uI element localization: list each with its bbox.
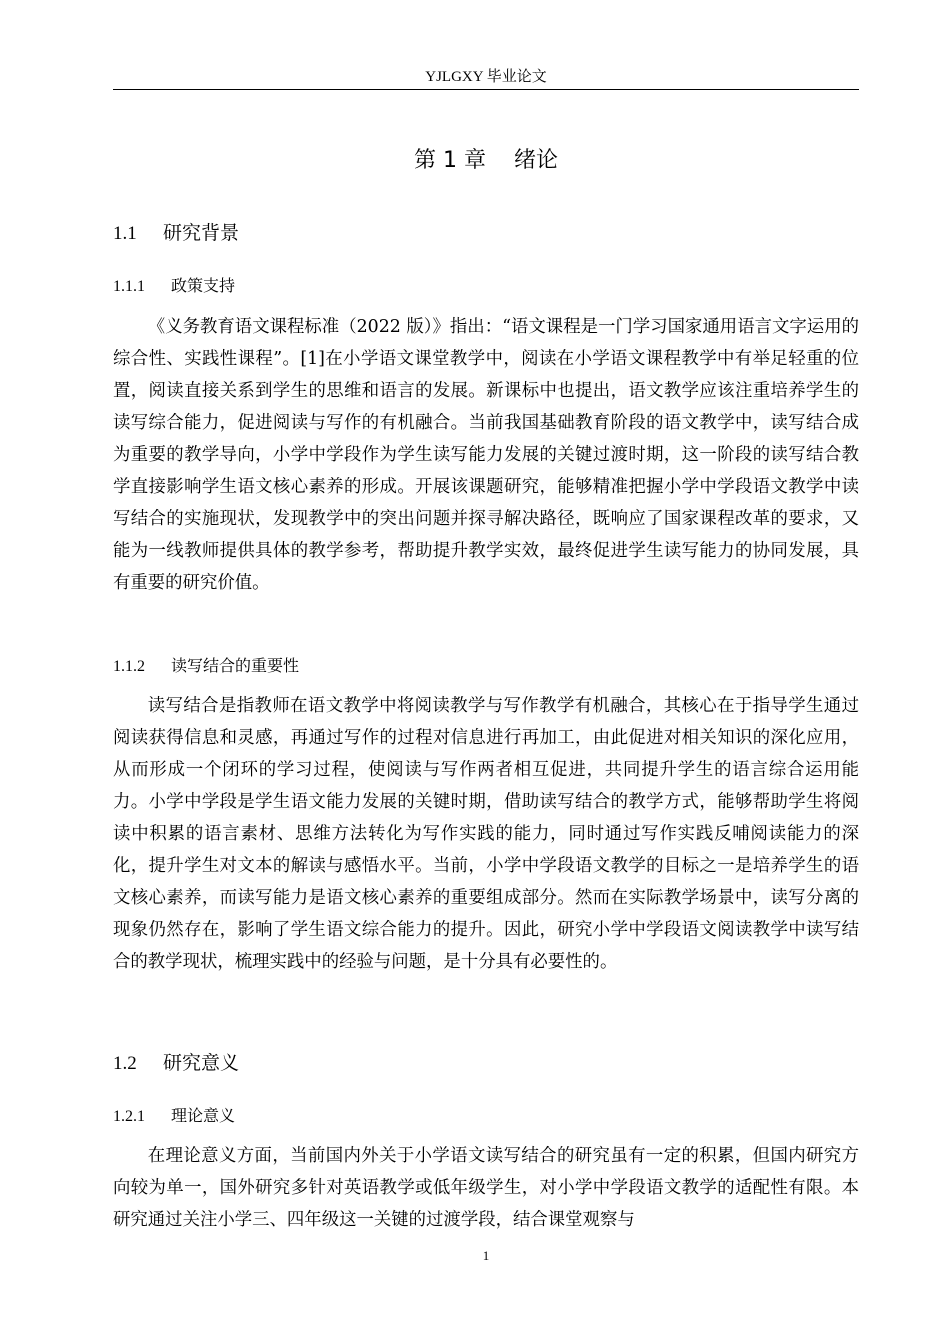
body-paragraph-importance: 读写结合是指教师在语文教学中将阅读教学与写作教学有机融合，其核心在于指导学生通过阅读获得信息和灵感，再通过写作的过程对信息进行再加工，由此促进对相关知识的深化应用，从而形成一个闭环的学习过程，使阅读与写作两者相互促进，共同提升学生的语言综合运用能力。小学中学段是学生语文能力发展的关键时期，借助读写结合的教学方式，能够帮助学生将阅读中积累的语言素材、思维方法转化为写作实践的能力，同时通过写作实践反哺阅读能力的深化，提升学生对文本的解读与感悟水平。当前，小学中学段语文教学的目标之一是培养学生的语文核心素养，而读写能力是语文核心素养的重要组成部分。然而在实际教学场景中，读写分离的现象仍然存在，影响了学生语文综合能力的提升。因此，研究小学中学段语文阅读教学中读写结合的教学现状，梳理实践中的经验与问题，是十分具有必要性的。 (113, 696, 859, 972)
subsection-heading-1-2-1 (113, 1105, 859, 1128)
subsection-title: 政策支持 (171, 276, 236, 295)
section-number: 1.1 (113, 223, 137, 244)
body-paragraph-theory: 在理论意义方面，当前国内外关于小学语文读写结合的研究虽有一定的积累，但国内研究方向较为单一，国外研究多针对英语教学或低年级学生，对小学中学段语文教学的适配性有限。本研究通过关注小学三、四年级这一关键的过渡学段，结合课堂观察与 (113, 1146, 859, 1230)
subsection-number: 1.1.2 (113, 658, 145, 675)
chapter-number: 第 1 章 (414, 148, 486, 173)
header-rule (113, 89, 859, 90)
subsection-number: 1.1.1 (113, 278, 145, 295)
section-number: 1.2 (113, 1053, 137, 1074)
body-paragraph-policy: 《义务教育语文课程标准（2022 版）》指出：“语文课程是一门学习国家通用语言文字运用的综合性、实践性课程”。[1]在小学语文课堂教学中，阅读在小学语文课程教学中有举足轻重的位置，阅读直接关系到学生的思维和语言的发展。新课标中也提出，语文教学应该注重培养学生的读写综合能力，促进阅读与写作的有机融合。当前我国基础教育阶段的语文教学中，读写结合成为重要的教学导向，小学中学段作为学生读写能力发展的关键过渡时期，这一阶段的读写结合教学直接影响学生语文核心素养的形成。开展该课题研究，能够精准把握小学中学段语文教学中读写结合的实施现状，发现教学中的突出问题并探寻解决路径，既响应了国家课程改革的要求，又能为一线教师提供具体的教学参考，帮助提升教学实效，最终促进学生读写能力的协同发展，具有重要的研究价值。 (113, 317, 859, 593)
chapter-title: 绪论 (513, 148, 558, 173)
subsection-number: 1.2.1 (113, 1108, 145, 1125)
chapter-heading (113, 146, 859, 176)
subsection-title: 读写结合的重要性 (171, 656, 300, 675)
section-title: 研究意义 (163, 1052, 240, 1074)
subsection-heading-1-1-1 (113, 275, 859, 298)
section-heading-1-2 (113, 1050, 859, 1077)
section-title: 研究背景 (163, 222, 240, 244)
subsection-title: 理论意义 (171, 1106, 236, 1125)
page-number: 1 (482, 1248, 490, 1263)
subsection-heading-1-1-2 (113, 655, 859, 678)
running-header: YJLGXY 毕业论文 (425, 69, 547, 85)
section-heading-1-1 (113, 220, 859, 247)
